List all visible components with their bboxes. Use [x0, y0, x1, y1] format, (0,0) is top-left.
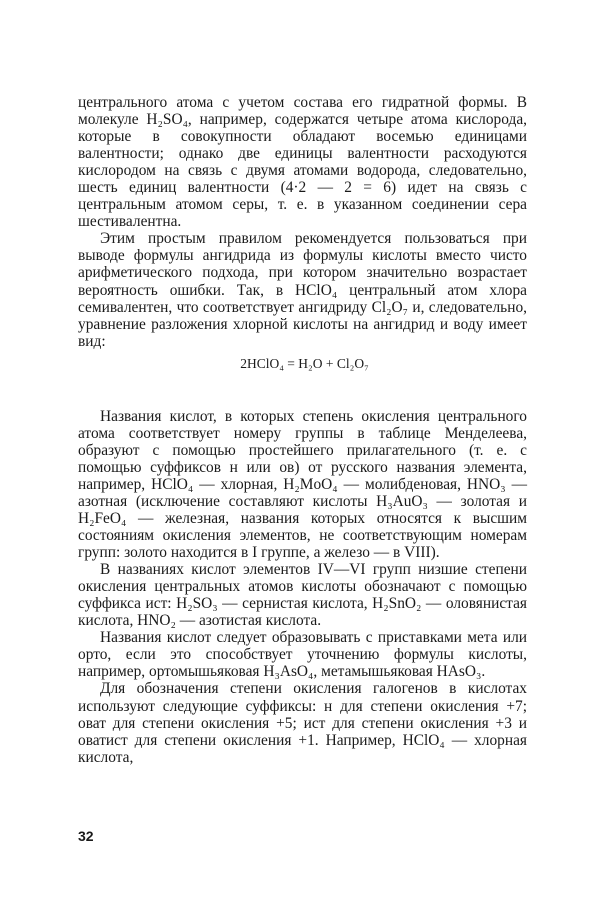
page-number: 32	[78, 828, 94, 844]
paragraph-5: Названия кислот следует образовывать с приставками мета или орто, если это способствует уточнению формулы кислоты, например, ортомышьяковая H₃AsO₄, метамышьяковая HAsO₃.	[78, 629, 527, 681]
paragraph-2: Этим простым правилом рекомендуется пользоваться при выводе формулы ангидрида из формулы кислоты вместо чисто арифметического подхода, при котором значительно возрастает вероятность ошибки. Так, в HClO₄ центральный атом хлора семивалентен, что соответствует ангидриду Cl₂O₇ и, следовательно, уравнение разложения хлорной кислоты на ангидрид и воду имеет вид:	[78, 230, 527, 350]
paragraph-6: Для обозначения степени окисления галогенов в кислотах используют следующие суффиксы: н для степени окисления +7; оват для степени окисления +5; ист для степени окисления +3 и оватист для степени окисления +1. Например, HClO₄ — хлорная кислота,	[78, 680, 527, 766]
paragraph-1: центрального атома с учетом состава его гидратной формы. В молекуле H₂SO₄, например, содержатся четыре атома кислорода, которые в совокупности обладают восемью единицами валентности; однако две единицы валентности расходуются кислородом на связь с двумя атомами водорода, следовательно, шесть единиц валентности (4·2 — 2 = 6) идет на связь с центральным атомом серы, т. е. в указанном соединении сера шестивалентна.	[78, 94, 527, 231]
equation-hclo4-decomposition: 2HClO₄ = H₂O + Cl₂O₇	[240, 355, 369, 371]
paragraph-gap	[78, 372, 527, 408]
page-body	[78, 94, 527, 766]
paragraph-3: Названия кислот, в которых степень окисления центрального атома соответствует номеру группы в таблице Менделеева, образуют с помощью простейшего прилагательного (т. е. с помощью суффиксов н или ов) от русского названия элемента, например, HClO₄ — хлорная, H₂MoO₄ — молибденовая, HNO₃ — азотная (исключение составляют кислоты H₃AuO₃ — золотая и H₂FeO₄ — железная, названия которых относятся к высшим состояниям окисления элементов, не соответствующим номерам групп: золото находится в I группе, а железо — в VIII).	[78, 407, 527, 562]
paragraph-4: В названиях кислот элементов IV—VI групп низшие степени окисления центральных атомов кислоты обозначают с помощью суффикса ист: H₂SO₃ — сернистая кислота, H₂SnO₂ — оловянистая кислота, HNO₂ — азотистая кислота.	[78, 561, 527, 630]
